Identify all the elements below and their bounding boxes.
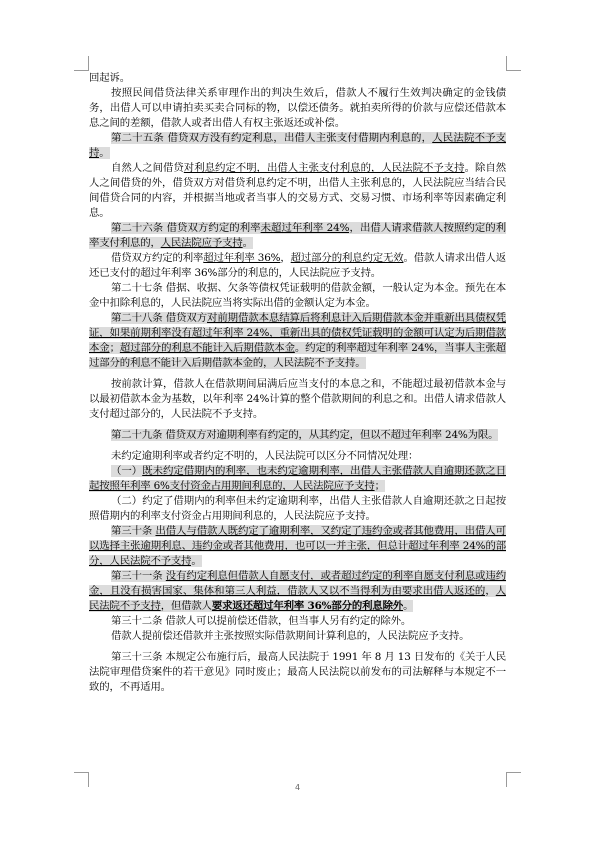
text-run: 第二十九条 借贷双方对逾期利率有约定的，从其约定，但以不超过年利率 24%为限。 <box>111 429 499 441</box>
crop-mark-top-left <box>74 56 89 71</box>
paragraph-p10 <box>89 428 506 443</box>
text-run: 出借人与借款人既约定了逾期利率，又约定了违约金或者其他费用，出借人可以选择主张逾期利息、违约金或者其他费用，也可以一并主张，但总计超过年利率 24%的部分，人民法院不予支持 <box>89 525 506 567</box>
text-run: 自然人之间借贷 <box>111 162 184 174</box>
text-run: 未超过年利率 24% <box>260 222 350 234</box>
text-run: ，出借人请求借款人按照约定的利率支付利息的， <box>89 222 506 249</box>
text-run: ； <box>109 342 120 354</box>
paragraph-p7 <box>89 281 506 311</box>
text-run: ， <box>485 585 496 597</box>
text-run: 借款人提前偿还借款并主张按照实际借款期间计算利息的，人民法院应予支持。 <box>111 630 470 642</box>
paragraph-p1 <box>89 71 506 86</box>
text-run: 未约定逾期利率或者约定不明的，人民法院可以区分不同情况处理： <box>111 450 419 462</box>
text-run: 。 <box>403 600 414 612</box>
paragraph-p4 <box>89 161 506 221</box>
text-run: ， <box>280 252 291 264</box>
paragraph-p11 <box>89 449 506 464</box>
text-run: 。 <box>191 555 202 567</box>
text-run: 人民法院应予支持 <box>160 237 243 249</box>
paragraph-p5 <box>89 221 506 251</box>
text-run: 第二十八条 借贷双方 <box>111 312 208 324</box>
text-run: 。 <box>99 147 110 159</box>
paragraph-p2 <box>89 86 506 131</box>
text-run: 。借款人请求出借人返还已支付的超过年利率 36%部分的利息的，人民法院应予支持。 <box>89 252 506 279</box>
paragraph-p9 <box>89 377 506 422</box>
document-body <box>89 71 506 695</box>
paragraph-p15 <box>89 569 506 614</box>
text-run: 对前期借款本息结算后将利息计入后期借款本金并重新出具债权凭证，如果前期利率没有超过年利率 24%，重新出具的债权凭证载明的金额可认定为后期借款本金 <box>89 312 506 354</box>
text-run: （二）约定了借期内的利率但未约定逾期利率，出借人主张借款人自逾期还款之日起按照借期内的利率支付资金占用期间利息的，人民法院应予支持。 <box>89 495 506 522</box>
text-run: 按照民间借贷法律关系审理作出的判决生效后，借款人不履行生效判决确定的金钱债务，出借人可以申请拍卖买卖合同标的物，以偿还债务。就拍卖所得的价款与应偿还借款本息之间的差额，借款人或者出借人有权主张返还或补偿。 <box>89 87 506 129</box>
text-run: 既未约定借期内的利率，也未约定逾期利率，出借人主张借款人自逾期还款之日起按照年利率 6%支付资金占用期间利息的，人民法院应予支持 <box>89 465 506 492</box>
paragraph-p17 <box>89 629 506 644</box>
text-run: 超过部分的利息约定无效 <box>290 252 404 264</box>
paragraph-p14 <box>89 524 506 569</box>
text-run: 第三十条 <box>111 525 156 537</box>
text-run: ，但借款人 <box>160 600 212 612</box>
paragraph-p18 <box>89 650 506 695</box>
text-run: 。约定的利率超过年利率 24%，当事人主张超过部分的利息不能计入后期借款本金的，人民法院不予支持。 <box>89 342 506 369</box>
text-run: 第二十六条 借贷双方约定的利率 <box>111 222 261 234</box>
text-run: 超过年利率 36% <box>203 252 281 264</box>
text-run: 第三十一条 <box>111 570 166 582</box>
text-run: ； <box>374 480 385 492</box>
paragraph-p6 <box>89 251 506 281</box>
text-run: 人民法院不予支持 <box>89 585 506 612</box>
text-run: （一） <box>111 465 143 477</box>
text-run: 第二十七条 借据、收据、欠条等债权凭证载明的借款金额，一般认定为本金。预先在本金中扣除利息的，人民法院应当将实际出借的金额认定为本金。 <box>89 282 506 309</box>
paragraph-p16 <box>89 614 506 629</box>
paragraph-p13 <box>89 494 506 524</box>
text-run: 对利息约定不明，出借人主张支付利息的，人民法院不予支持 <box>183 162 465 174</box>
crop-mark-top-right <box>506 56 521 71</box>
paragraph-p12 <box>89 464 506 494</box>
text-run: 。 <box>242 237 253 249</box>
page-number: 4 <box>294 783 301 792</box>
text-run: 人民法院不予支持 <box>89 132 507 159</box>
text-run: 要求返还超过年利率 36%部分的利息除外 <box>211 600 404 612</box>
text-run: 没有约定利息但借款人自愿支付，或者超过约定的利率自愿支付利息或违约金，且没有损害国家、集体和第三人利益，借款人又以不当得利为由要求出借人返还的 <box>89 570 507 597</box>
paragraph-p3 <box>89 131 506 161</box>
text-run: 回起诉。 <box>89 72 130 84</box>
paragraph-p8 <box>89 311 506 371</box>
text-run: 第三十二条 借款人可以提前偿还借款，但当事人另有约定的除外。 <box>111 615 412 627</box>
text-run: 。除自然人之间借贷的外，借贷双方对借贷利息约定不明，出借人主张利息的，人民法院应当结合民间借贷合同的内容，并根据当地或者当事人的交易方式、交易习惯、市场利率等因素确定利息。 <box>89 162 506 219</box>
text-run: 第三十三条 本规定公布施行后，最高人民法院于 1991 年 8 月 13 日发布的《关于人民法院审理借贷案件的若干意见》同时废止；最高人民法院以前发布的司法解释与本规定不一致的，不再适用。 <box>89 651 506 693</box>
text-run: 第二十五条 借贷双方没有约定利息，出借人主张支付借期内利息的， <box>111 132 433 144</box>
text-run: 借贷双方约定的利率 <box>111 252 204 264</box>
text-run: 按前款计算，借款人在借款期间届满后应当支付的本息之和，不能超过最初借款本金与以最初借款本金为基数，以年利率 24%计算的整个借款期间的利息之和。出借人请求借款人支付超过部分的，人民法院不予支持。 <box>89 378 506 420</box>
text-run: 超过部分的利息不能计入后期借款本金 <box>119 342 295 354</box>
